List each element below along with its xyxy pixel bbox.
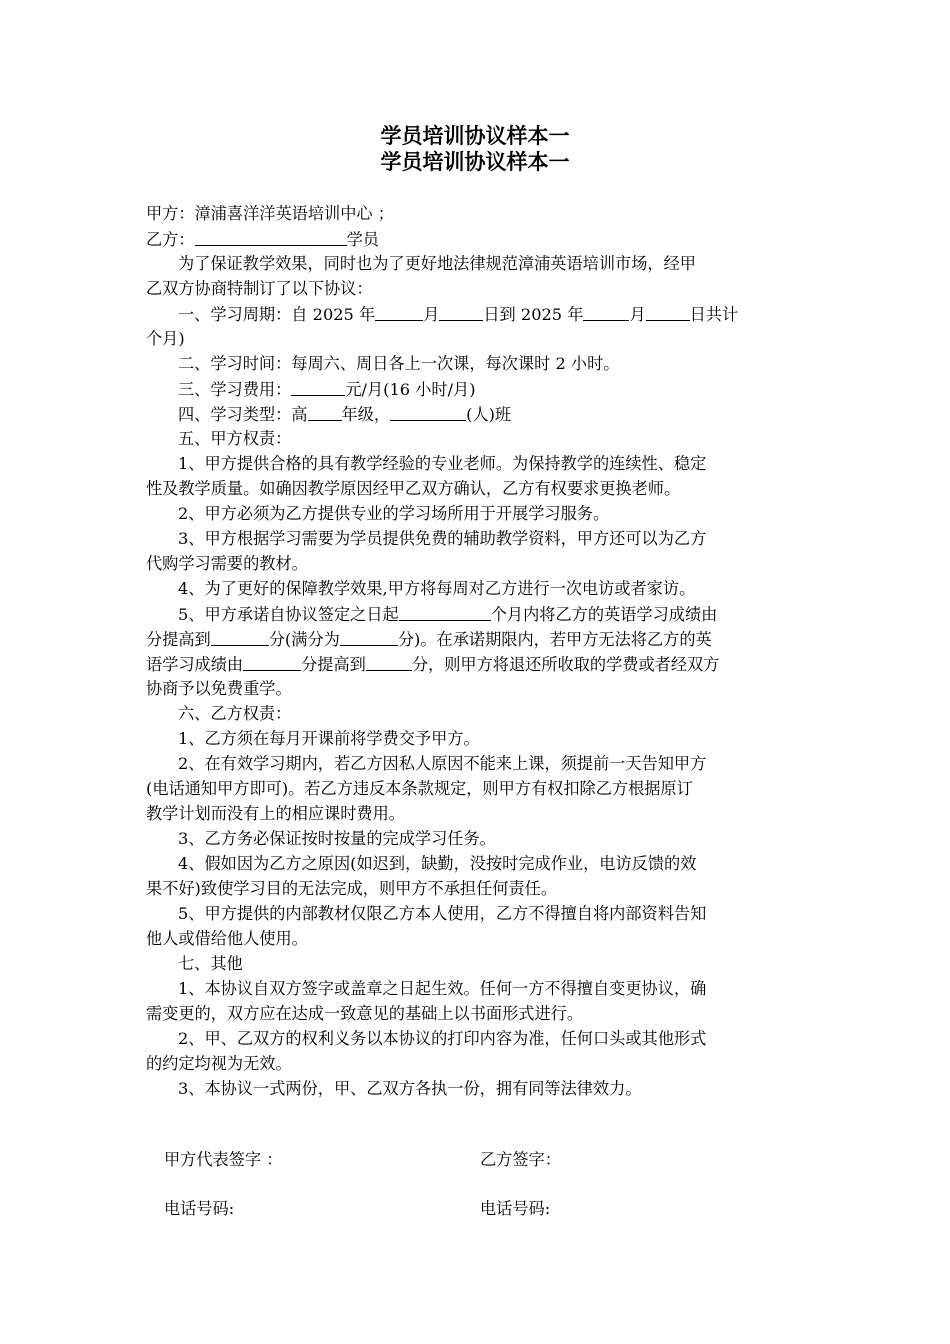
start-day-blank[interactable]: [439, 302, 483, 321]
b-item-4-line-2: 果不好)致使学习目的无法完成，则甲方不承担任何责任。: [146, 879, 558, 898]
party-b-blank[interactable]: [195, 227, 347, 246]
c-item-3: 3、本协议一式两份，甲、乙双方各执一份，拥有同等法律效力。: [178, 1079, 642, 1098]
months-blank[interactable]: [399, 602, 491, 621]
section-c-heading: 七、其他: [178, 954, 243, 973]
end-day-blank[interactable]: [646, 302, 690, 321]
c-item-2-line-2: 的约定均视为无效。: [146, 1054, 292, 1073]
a-item-5-line-2: 分提高到 分(满分为 分)。在承诺期限内，若甲方无法将乙方的英: [146, 626, 808, 651]
party-a-phone-label: 电话号码:: [164, 1199, 235, 1218]
fee-blank[interactable]: [291, 377, 345, 396]
agreement-body: [146, 201, 808, 1101]
start-month-blank[interactable]: [375, 302, 423, 321]
intro-line-2: 乙双方协商特制订了以下协议：: [146, 279, 373, 298]
intro-line-1: 为了保证教学效果，同时也为了更好地法律规范漳浦英语培训市场，经甲: [178, 254, 696, 273]
a-item-5-line-1: 5、甲方承诺自协议签定之日起 个月内将乙方的英语学习成绩由: [146, 601, 808, 626]
c-item-1-line-1: 1、本协议自双方签字或盖章之日起生效。任何一方不得擅自变更协议，确: [178, 979, 707, 998]
a-item-3-line-2: 代购学习需要的教材。: [146, 554, 308, 573]
b-item-2-line-1: 2、在有效学习期内，若乙方因私人原因不能来上课，须提前一天告知甲方: [178, 754, 707, 773]
document-title-repeat: 学员培训协议样本一: [380, 150, 570, 174]
a-item-1-line-2: 性及教学质量。如确因教学原因经甲乙双方确认，乙方有权要求更换老师。: [146, 479, 681, 498]
section-a-heading: 五、甲方权责：: [178, 429, 292, 448]
clause-type: 四、学习类型：高 年级， (人)班: [146, 401, 808, 426]
party-b-phone-label: 电话号码:: [480, 1199, 551, 1218]
target-score-blank[interactable]: [211, 627, 269, 646]
a-item-5-line-3: 语学习成绩由 分提高到 分，则甲方将退还所收取的学费或者经双方: [146, 651, 808, 676]
a-item-3-line-1: 3、甲方根据学习需要为学员提供免费的辅助教学资料，甲方还可以为乙方: [178, 529, 707, 548]
c-item-1-line-2: 需变更的，双方应在达成一致意见的基础上以书面形式进行。: [146, 1004, 584, 1023]
document-title: 学员培训协议样本一: [380, 124, 570, 148]
party-b-signature-label: 乙方签字：: [480, 1150, 561, 1169]
clause-fee: 三、学习费用： 元/月(16 小时/月): [146, 376, 808, 401]
b-item-5-line-2: 他人或借给他人使用。: [146, 929, 308, 948]
end-month-blank[interactable]: [583, 302, 629, 321]
a-item-1-line-1: 1、甲方提供合格的具有教学经验的专业老师。为保持教学的连续性、稳定: [178, 454, 707, 473]
party-a-signature-label: 甲方代表签字 ：: [164, 1150, 283, 1169]
b-item-2-line-2: (电话通知甲方即可)。若乙方违反本条款规定，则甲方有权扣除乙方根据原订: [146, 779, 693, 798]
clause-time: 二、学习时间：每周六、周日各上一次课，每次课时 2 小时。: [178, 354, 620, 373]
c-item-2-line-1: 2、甲、乙双方的权利义务以本协议的打印内容为准，任何口头或其他形式: [178, 1029, 707, 1048]
section-b-heading: 六、乙方权责：: [178, 704, 292, 723]
b-item-5-line-1: 5、甲方提供的内部教材仅限乙方本人使用，乙方不得擅自将内部资料告知: [178, 904, 707, 923]
party-b: 乙方： 学员: [146, 226, 808, 251]
to-score-blank[interactable]: [366, 652, 412, 671]
a-item-2: 2、甲方必须为乙方提供专业的学习场所用于开展学习服务。: [178, 504, 610, 523]
b-item-2-line-3: 教学计划而没有上的相应课时费用。: [146, 804, 405, 823]
clause-period-cont: 个月): [146, 329, 185, 348]
full-score-blank[interactable]: [340, 627, 398, 646]
class-size-blank[interactable]: [390, 402, 466, 421]
b-item-3: 3、乙方务必保证按时按量的完成学习任务。: [178, 829, 496, 848]
a-item-5-line-4: 协商予以免费重学。: [146, 679, 292, 698]
b-item-4-line-1: 4、假如因为乙方之原因(如迟到，缺勤，没按时完成作业，电访反馈的效: [178, 854, 697, 873]
from-score-blank[interactable]: [243, 652, 301, 671]
grade-blank[interactable]: [308, 402, 342, 421]
clause-period: 一、学习周期：自 2025 年 月 日到 2025 年 月 日共计: [146, 301, 808, 326]
a-item-4: 4、为了更好的保障教学效果,甲方将每周对乙方进行一次电访或者家访。: [178, 579, 696, 598]
party-a: 甲方：漳浦喜洋洋英语培训中心 ；: [146, 204, 394, 223]
b-item-1: 1、乙方须在每月开课前将学费交予甲方。: [178, 729, 480, 748]
